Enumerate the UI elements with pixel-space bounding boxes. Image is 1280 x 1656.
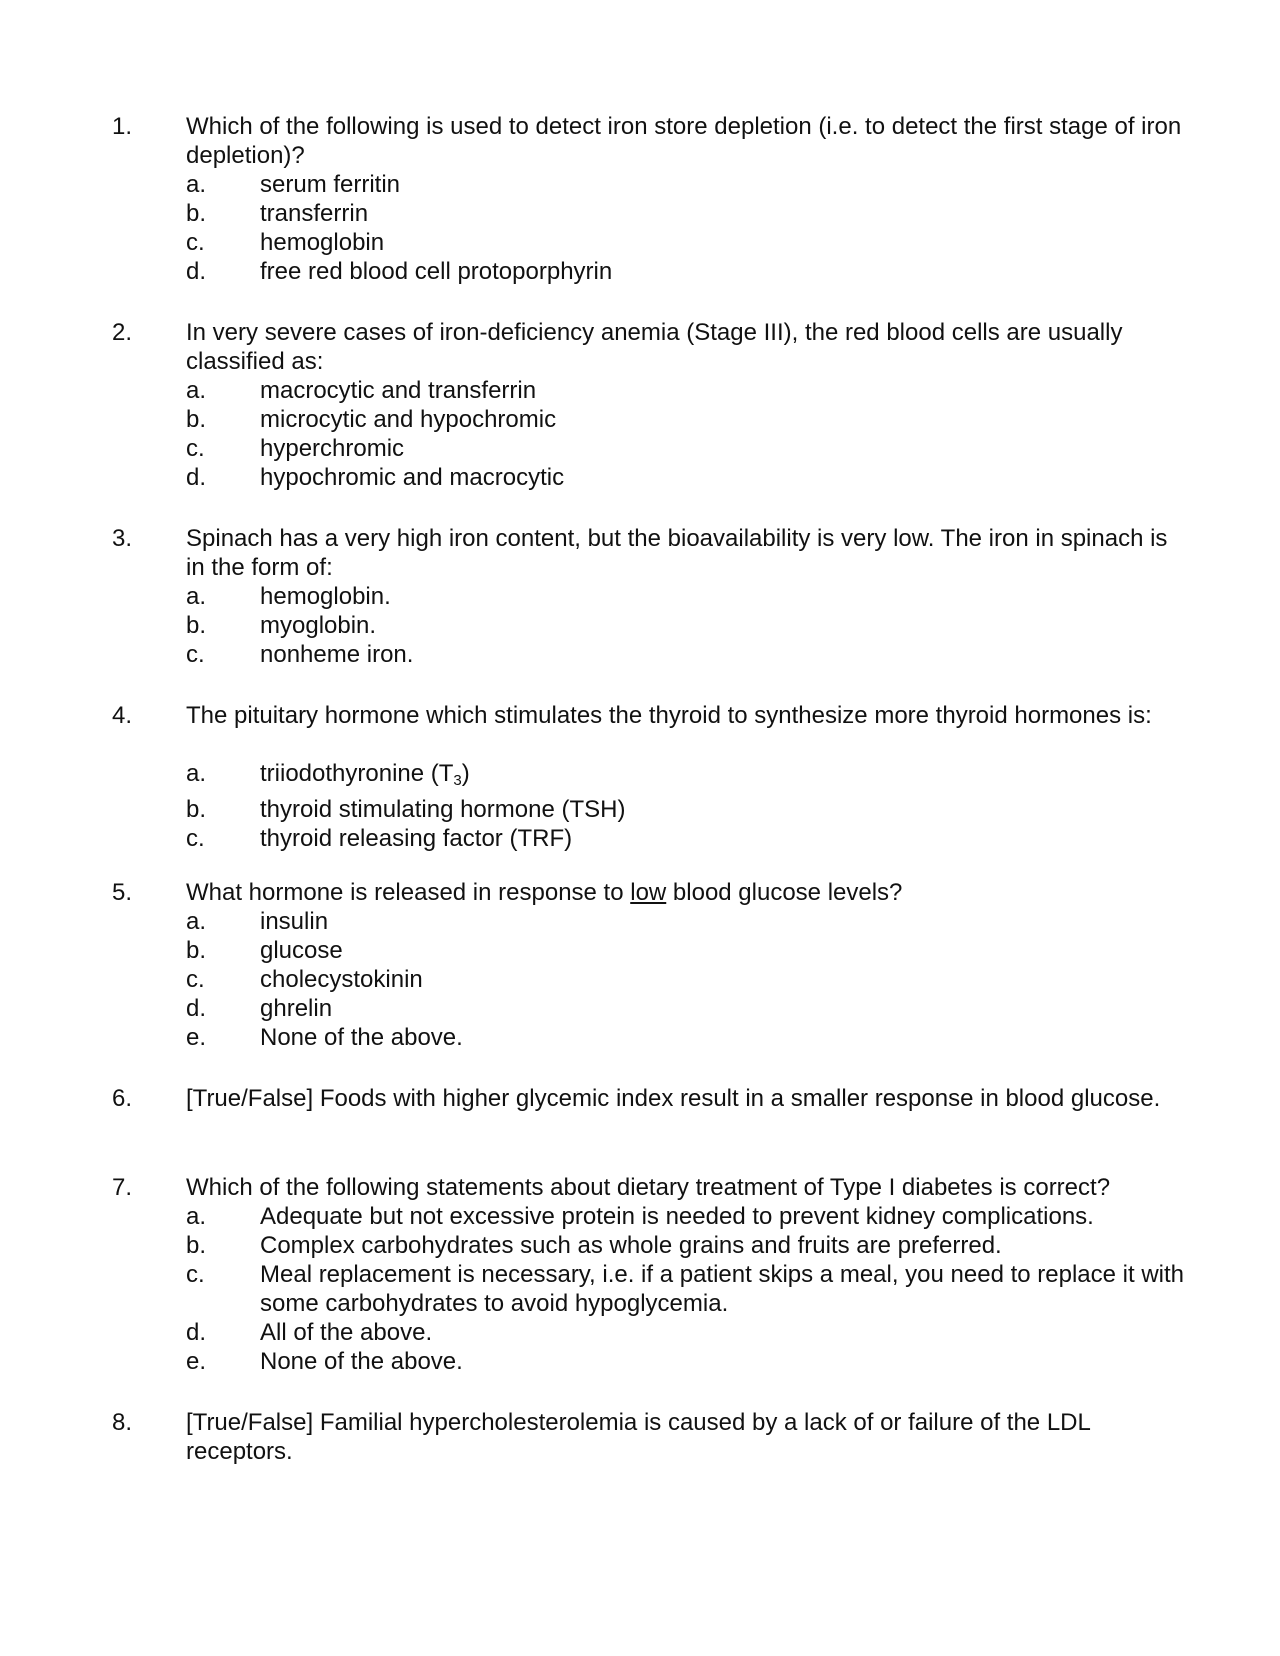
option-e (186, 1023, 1186, 1052)
option-text: microcytic and hypochromic (260, 406, 557, 433)
option-letter: b. (186, 796, 207, 823)
option-c (186, 228, 1186, 257)
question-number: 7. (112, 1174, 133, 1201)
option-letter: c. (186, 229, 205, 256)
option-c (186, 640, 1186, 669)
option-c (186, 434, 1186, 463)
option-letter: d. (186, 258, 207, 285)
option-letter: c. (186, 435, 205, 462)
question-text: Spinach has a very high iron content, but the bioavailability is very low. The iron in spinach is in the form of: (186, 525, 1168, 581)
option-letter: e. (186, 1024, 207, 1051)
options-list (186, 759, 1186, 853)
option-letter: b. (186, 1232, 207, 1259)
question-text-after: blood glucose levels? (666, 879, 903, 906)
options-list (186, 582, 1186, 669)
option-letter: e. (186, 1348, 207, 1375)
option-b (186, 611, 1186, 640)
option-text: thyroid releasing factor (TRF) (260, 825, 573, 852)
option-letter: c. (186, 825, 205, 852)
option-a (186, 1202, 1186, 1231)
option-c (186, 965, 1186, 994)
option-e (186, 1347, 1186, 1376)
option-letter: b. (186, 406, 207, 433)
options-list (186, 907, 1186, 1052)
option-d (186, 1318, 1186, 1347)
options-list (186, 376, 1186, 492)
option-letter: d. (186, 995, 207, 1022)
option-letter: a. (186, 760, 207, 787)
option-text: Adequate but not excessive protein is needed to prevent kidney complications. (260, 1203, 1094, 1230)
option-letter: d. (186, 464, 207, 491)
option-text: hypochromic and macrocytic (260, 464, 565, 491)
option-letter: a. (186, 583, 207, 610)
option-text (260, 759, 1186, 795)
question-number: 4. (112, 702, 133, 729)
option-text: serum ferritin (260, 171, 401, 198)
option-text: ghrelin (260, 995, 333, 1022)
options-list (186, 170, 1186, 286)
option-b (186, 1231, 1186, 1260)
question-text: Which of the following is used to detect iron store depletion (i.e. to detect the first stage of iron depletion)? (186, 113, 1182, 169)
option-text: glucose (260, 937, 343, 964)
question-text: The pituitary hormone which stimulates the thyroid to synthesize more thyroid hormones is: (186, 702, 1152, 729)
option-a (186, 582, 1186, 611)
option-a (186, 907, 1186, 936)
option-d (186, 257, 1186, 286)
option-letter: a. (186, 908, 207, 935)
option-letter: a. (186, 377, 207, 404)
option-text-before: triiodothyronine (T (260, 760, 454, 787)
option-text: hemoglobin (260, 229, 385, 256)
question-number: 5. (112, 879, 133, 906)
question-text: [True/False] Familial hypercholesterolemia is caused by a lack of or failure of the LDL receptors. (186, 1409, 1090, 1465)
option-text: Complex carbohydrates such as whole grains and fruits are preferred. (260, 1232, 1002, 1259)
option-b (186, 936, 1186, 965)
option-text: hyperchromic (260, 435, 405, 462)
option-a (186, 376, 1186, 405)
option-text: None of the above. (260, 1024, 463, 1051)
option-letter: a. (186, 171, 207, 198)
option-text: macrocytic and transferrin (260, 377, 537, 404)
option-c (186, 1260, 1186, 1318)
option-text: hemoglobin. (260, 583, 391, 610)
option-text: Meal replacement is necessary, i.e. if a patient skips a meal, you need to replace it with some carbohydrates to avoid hypoglycemia. (260, 1261, 1185, 1317)
option-text-after: ) (461, 760, 470, 787)
option-b (186, 795, 1186, 824)
option-d (186, 463, 1186, 492)
option-letter: b. (186, 612, 207, 639)
option-letter: b. (186, 937, 207, 964)
option-letter: c. (186, 1261, 205, 1288)
options-list (186, 1202, 1186, 1376)
option-letter: c. (186, 966, 205, 993)
option-text: None of the above. (260, 1348, 463, 1375)
underlined-word: low (630, 879, 667, 906)
question-number: 2. (112, 319, 133, 346)
option-text: transferrin (260, 200, 369, 227)
question-text (186, 878, 1186, 907)
option-text: insulin (260, 908, 329, 935)
question-number: 1. (112, 113, 133, 140)
option-letter: d. (186, 1319, 207, 1346)
option-letter: b. (186, 200, 207, 227)
option-c (186, 824, 1186, 853)
option-text: free red blood cell protoporphyrin (260, 258, 613, 285)
question-text: Which of the following statements about dietary treatment of Type I diabetes is correct? (186, 1174, 1111, 1201)
option-d (186, 994, 1186, 1023)
option-a (186, 170, 1186, 199)
option-a (186, 759, 1186, 795)
option-text: myoglobin. (260, 612, 377, 639)
option-letter: c. (186, 641, 205, 668)
question-number: 3. (112, 525, 133, 552)
question-text: [True/False] Foods with higher glycemic index result in a smaller response in blood glucose. (186, 1085, 1161, 1112)
subscript: 3 (453, 772, 462, 789)
question-number: 8. (112, 1409, 133, 1436)
option-b (186, 405, 1186, 434)
option-text: All of the above. (260, 1319, 433, 1346)
question-text: In very severe cases of iron-deficiency anemia (Stage III), the red blood cells are usually classified as: (186, 319, 1123, 375)
option-text: nonheme iron. (260, 641, 414, 668)
question-text-before: What hormone is released in response to (186, 879, 631, 906)
option-b (186, 199, 1186, 228)
option-letter: a. (186, 1203, 207, 1230)
option-text: cholecystokinin (260, 966, 423, 993)
question-number: 6. (112, 1085, 133, 1112)
option-text: thyroid stimulating hormone (TSH) (260, 796, 626, 823)
